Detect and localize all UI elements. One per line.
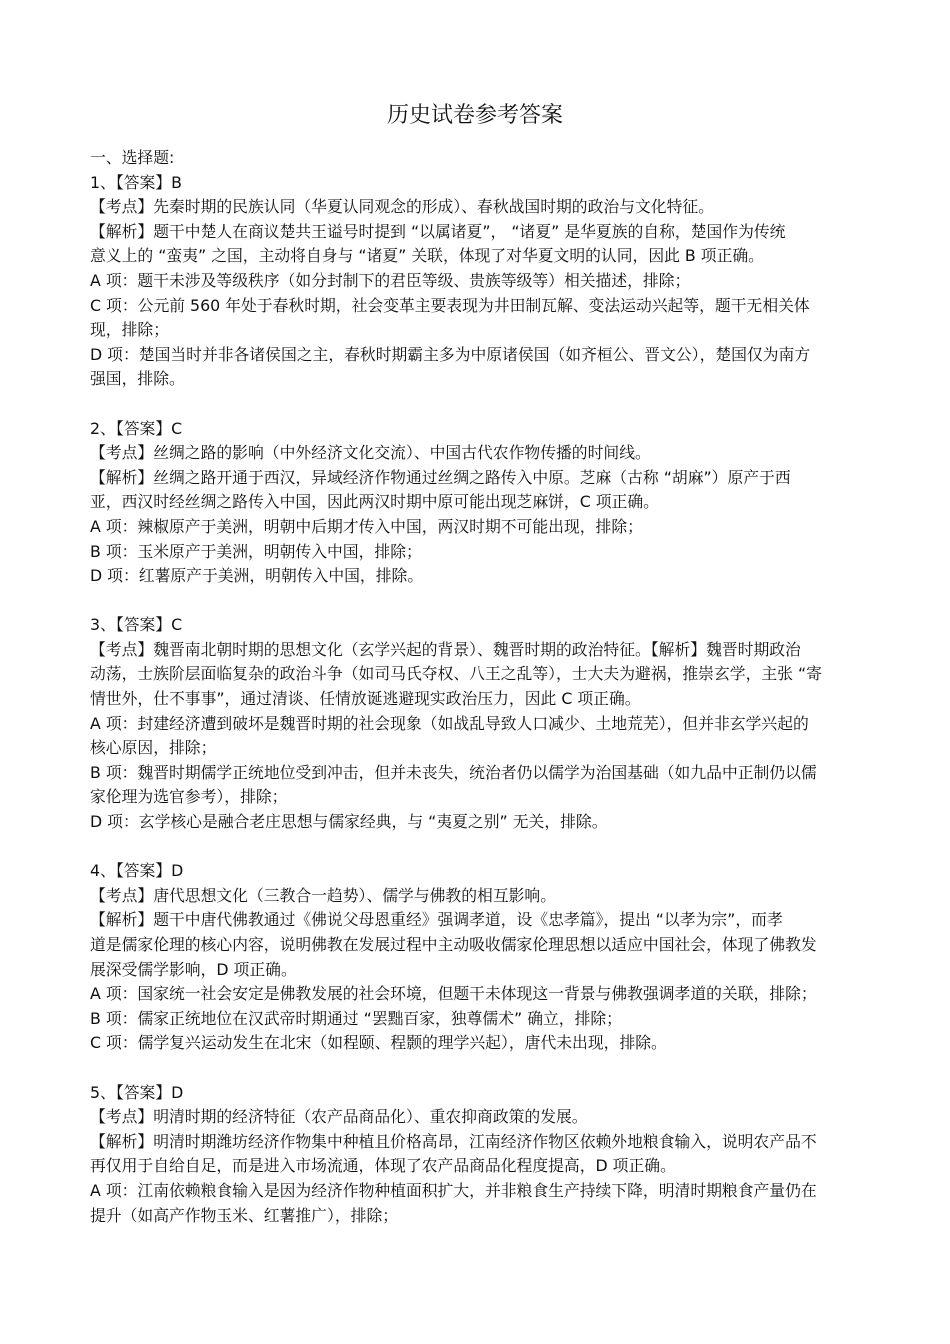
- answer-line: 4、【答案】D: [90, 861, 184, 881]
- page-title: 历史试卷参考答案: [386, 103, 563, 128]
- question-3: [90, 613, 880, 834]
- text-line: C 项：公元前 560 年处于春秋时期，社会变革主要表现为井田制瓦解、变法运动兴起等，题干无相关体: [90, 295, 810, 315]
- text-line: 【解析】题干中唐代佛教通过《佛说父母恩重经》强调孝道，设《忠孝篇》，提出 “以孝为宗”，而孝: [90, 910, 783, 930]
- text-line: 【考点】先秦时期的民族认同（华夏认同观念的形成）、春秋战国时期的政治与文化特征。: [90, 197, 714, 217]
- spacer: [90, 1056, 880, 1081]
- spacer: [90, 835, 880, 860]
- text-line: D 项：玄学核心是融合老庄思想与儒家经典，与 “夷夏之别” 无关，排除。: [90, 812, 608, 832]
- text-line: A 项：封建经济遭到破坏是魏晋时期的社会现象（如战乱导致人口减少、土地荒芜），但并非玄学兴起的: [90, 713, 809, 733]
- text-line: 【考点】丝绸之路的影响（中外经济文化交流）、中国古代农作物传播的时间线。: [90, 443, 651, 463]
- text-line: 【解析】丝绸之路开通于西汉，异域经济作物通过丝绸之路传入中原。芝麻（古称 “胡麻”）原产于西: [90, 467, 791, 487]
- answer-line: 3、【答案】C: [90, 615, 183, 635]
- text-line: 强国，排除。: [90, 369, 185, 389]
- text-line: B 项：魏晋时期儒学正统地位受到冲击，但并未丧失，统治者仍以儒学为治国基础（如九品中正制仍以儒: [90, 762, 817, 782]
- text-line: A 项：题干未涉及等级秩序（如分封制下的君臣等级、贵族等级等）相关描述，排除；: [90, 270, 691, 290]
- text-line: D 项：楚国当时并非各诸侯国之主，春秋时期霸主多为中原诸侯国（如齐桓公、晋文公），楚国仅为南方: [90, 344, 811, 364]
- question-2: [90, 417, 880, 589]
- text-line: B 项：儒家正统地位在汉武帝时期通过 “罢黜百家，独尊儒术” 确立，排除；: [90, 1008, 622, 1028]
- text-line: 【解析】题干中楚人在商议楚共王谥号时提到 “以属诸夏”， “诸夏” 是华夏族的自称，楚国作为传统: [90, 221, 786, 241]
- text-line: B 项：玉米原产于美洲，明朝传入中国，排除；: [90, 541, 422, 561]
- text-line: 意义上的 “蛮夷” 之国，主动将自身与 “诸夏” 关联，体现了对华夏文明的认同，因此 B 项正确。: [90, 246, 764, 266]
- text-line: 【解析】明清时期潍坊经济作物集中种植且价格高昂，江南经济作物区依赖外地粮食输入，说明农产品不: [90, 1131, 817, 1151]
- answer-line: 5、【答案】D: [90, 1082, 184, 1102]
- question-5: [90, 1081, 880, 1229]
- answer-line: 1、【答案】B: [90, 172, 182, 192]
- text-line: A 项：辣椒原产于美洲，明朝中后期才传入中国，两汉时期不可能出现，排除；: [90, 516, 643, 536]
- question-1: [90, 171, 880, 392]
- text-line: D 项：红薯原产于美洲，明朝传入中国，排除。: [90, 566, 424, 586]
- text-line: 家伦理为选官参考），排除；: [90, 787, 288, 807]
- text-line: 亚，西汉时经丝绸之路传入中国，因此两汉时期中原可能出现芝麻饼，C 项正确。: [90, 492, 659, 512]
- text-line: 再仅用于自给自足，而是进入市场流通，体现了农产品商品化程度提高，D 项正确。: [90, 1156, 676, 1176]
- text-line: 【考点】魏晋南北朝时期的思想文化（玄学兴起的背景）、魏晋时期的政治特征。【解析】魏晋时期政治: [90, 639, 801, 659]
- question-4: [90, 859, 880, 1056]
- spacer: [90, 392, 880, 417]
- text-line: A 项：国家统一社会安定是佛教发展的社会环境，但题干未体现这一背景与佛教强调孝道的关联，排除；: [90, 984, 817, 1004]
- text-line: 核心原因，排除；: [90, 738, 217, 758]
- answer-line: 2、【答案】C: [90, 418, 183, 438]
- spacer: [90, 589, 880, 614]
- text-line: 展深受儒学影响，D 项正确。: [90, 959, 297, 979]
- text-line: 现，排除；: [90, 320, 169, 340]
- answer-content: [90, 146, 880, 1228]
- text-line: 【考点】唐代思想文化（三教合一趋势）、儒学与佛教的相互影响。: [90, 885, 557, 905]
- text-line: 道是儒家伦理的核心内容，说明佛教在发展过程中主动吸收儒家伦理思想以适应中国社会，体现了佛教发: [90, 935, 817, 954]
- text-line: 【考点】明清时期的经济特征（农产品商品化）、重农抑商政策的发展。: [90, 1107, 588, 1127]
- text-line: C 项：儒学复兴运动发生在北宋（如程颐、程颢的理学兴起），唐代未出现，排除。: [90, 1033, 667, 1053]
- text-line: 提升（如高产作物玉米、红薯推广），排除；: [90, 1205, 399, 1225]
- text-line: 动荡，士族阶层面临复杂的政治斗争（如司马氏夺权、八王之乱等），士大夫为避祸，推崇玄学，主张 “寄: [90, 664, 822, 684]
- text-line: 情世外，仕不事事”，通过清谈、任情放诞逃避现实政治压力，因此 C 项正确。: [90, 689, 641, 709]
- text-line: A 项：江南依赖粮食输入是因为经济作物种植面积扩大，并非粮食生产持续下降，明清时期粮食产量仍在: [90, 1180, 817, 1200]
- section-heading: 一、选择题:: [90, 148, 175, 167]
